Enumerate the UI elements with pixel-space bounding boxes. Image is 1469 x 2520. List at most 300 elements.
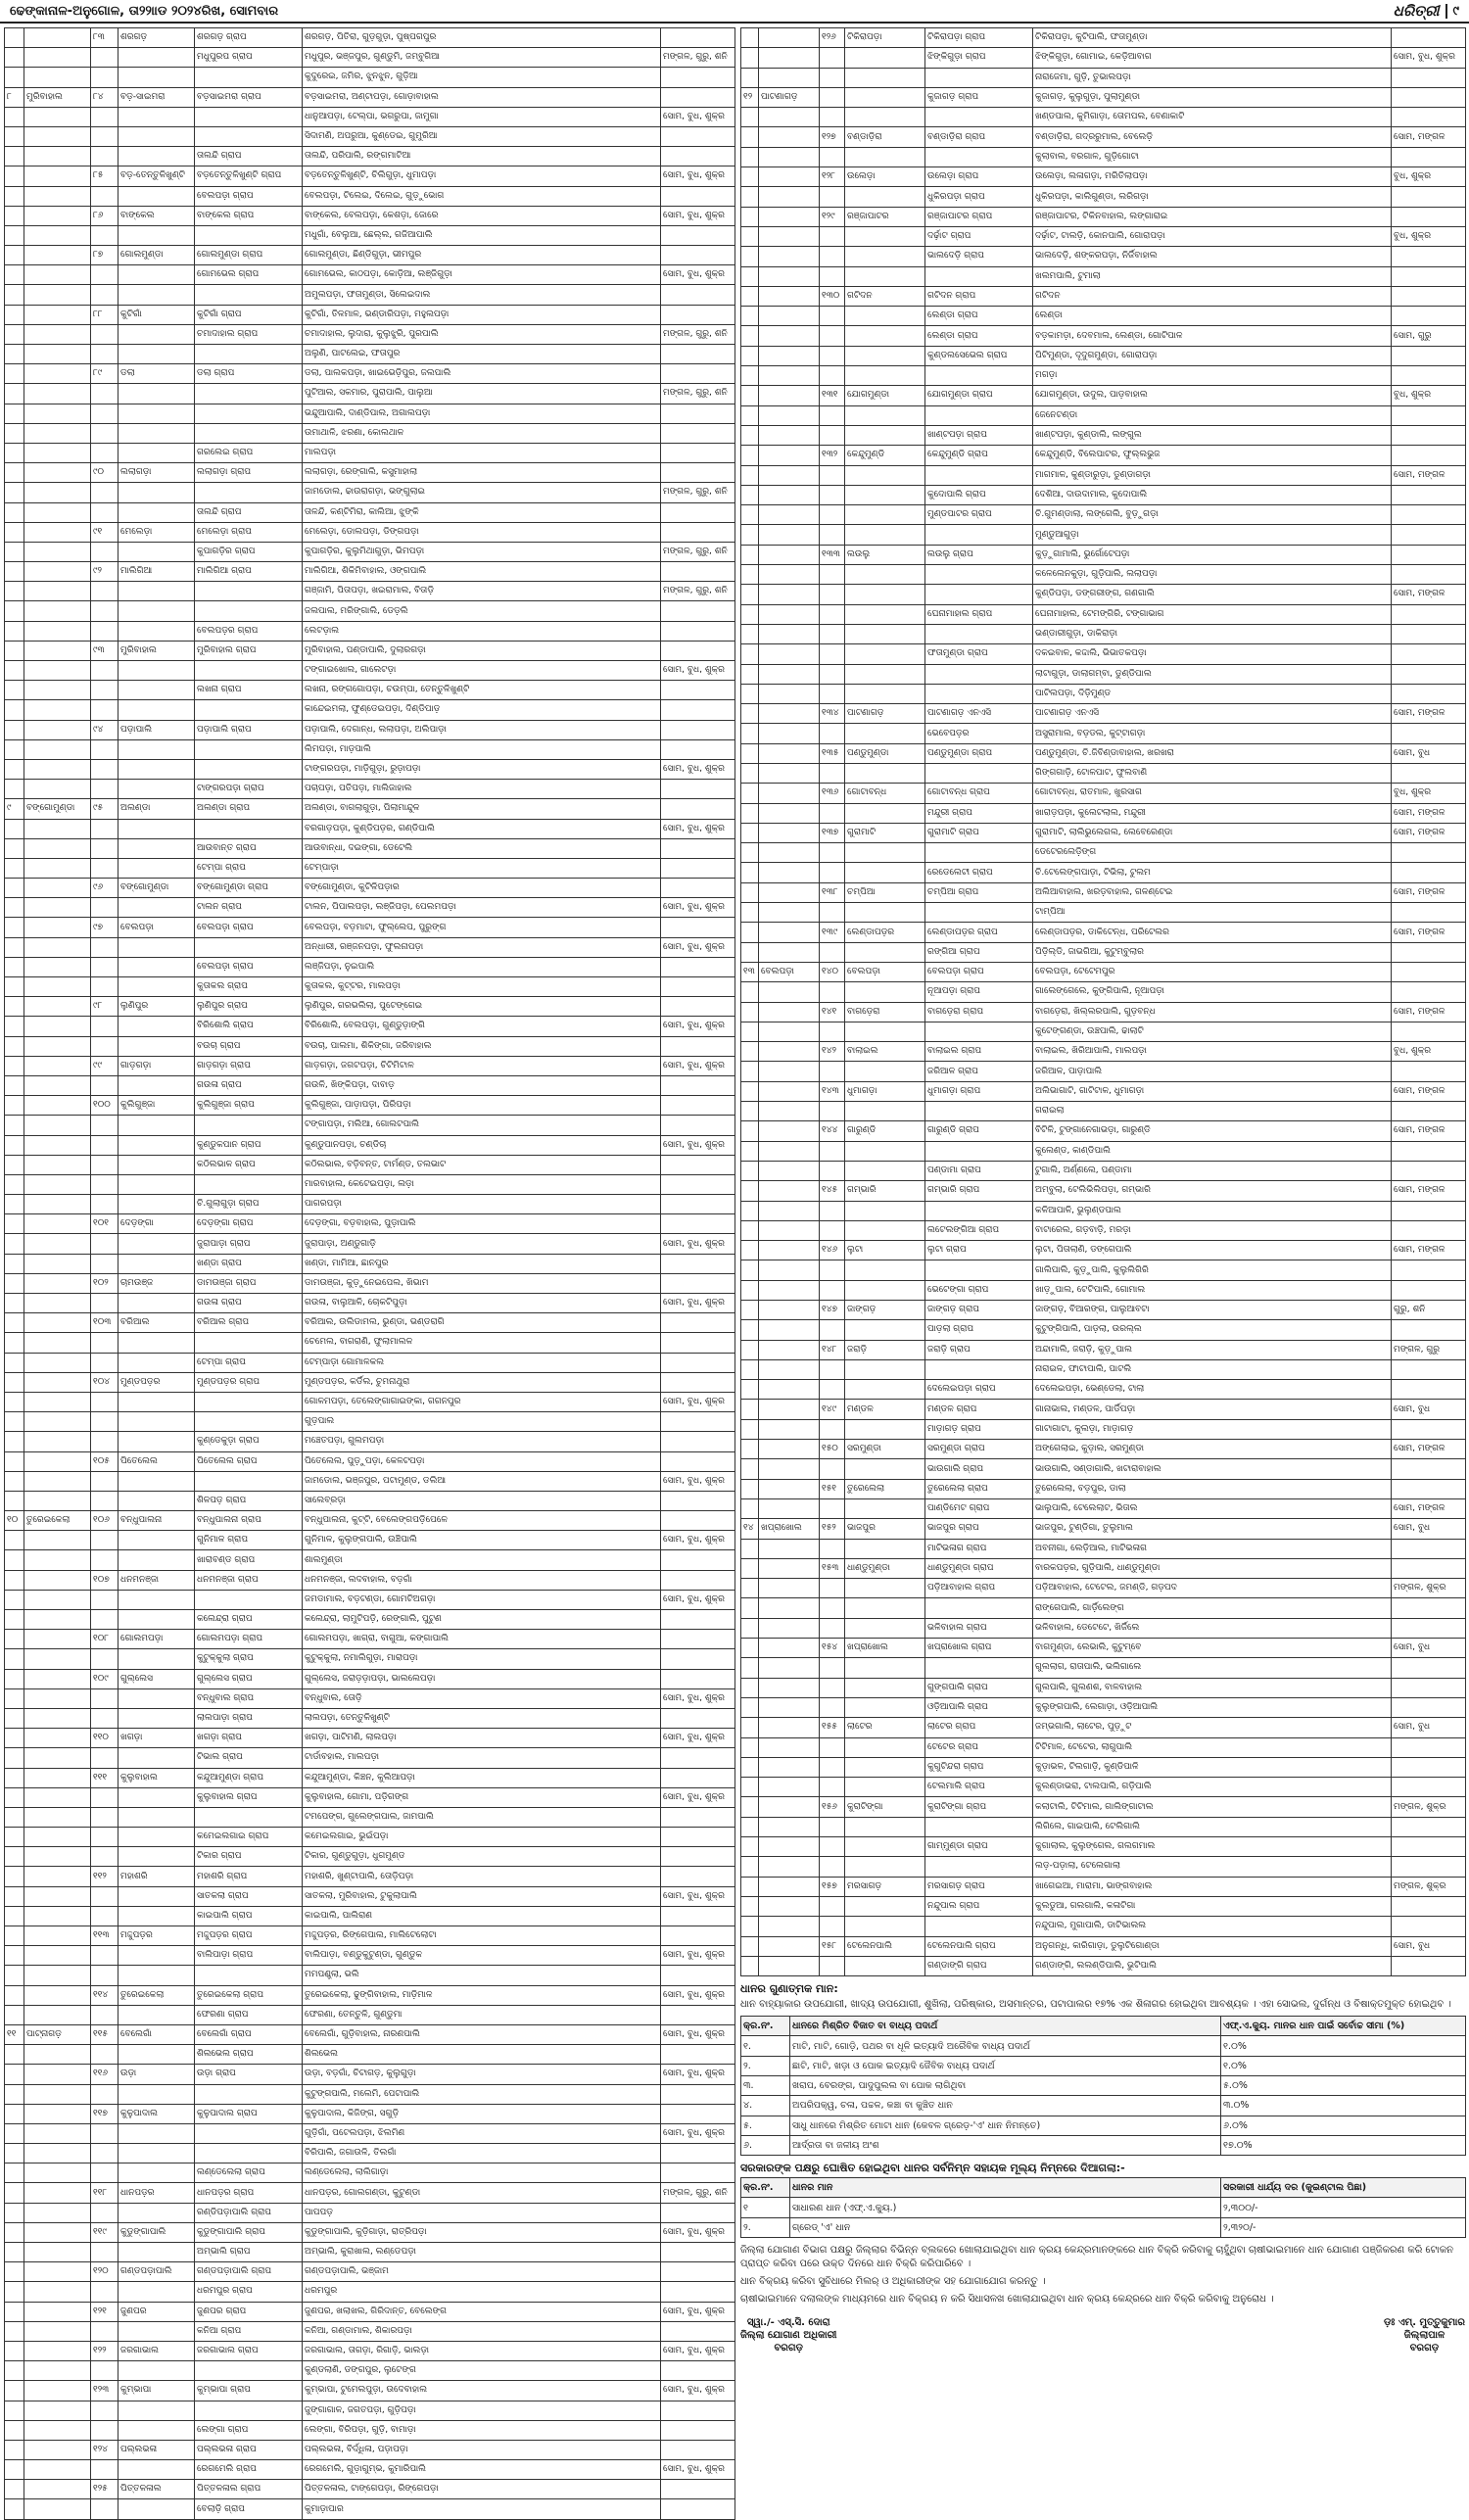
table-row xyxy=(5,2440,735,2459)
purchase-days-cell xyxy=(1392,266,1466,286)
villages-cell: ଦକଇବାଳ, କଦ୍ଦାଲି, ଭିଭାତକପଡ଼ା xyxy=(1033,644,1392,664)
serial-cell: ୫. xyxy=(741,2116,790,2135)
gp-name-cell: କୁଟିଗାଁ ଗ୍ରାପ xyxy=(195,305,303,324)
block-serial-cell: ୯ xyxy=(5,799,24,819)
center-name-cell xyxy=(118,384,195,404)
villages-cell: ଗଟିଦନ xyxy=(1033,286,1392,306)
center-serial-cell xyxy=(91,2005,118,2024)
purchase-days-cell xyxy=(661,1828,735,1847)
villages-cell: ଧୁକିରପଡ଼ା, କାଲିଗୁଣ୍ଡା, ଲରିଗଡ଼ା xyxy=(1033,187,1392,207)
table-row xyxy=(5,1254,735,1273)
block-serial-cell xyxy=(741,743,759,763)
villages-cell: ଜୁରାପାଡ଼ା, ଅଣ୍ଡୁଗାଡ଼ି xyxy=(303,1234,661,1254)
block-serial-cell xyxy=(5,1214,24,1234)
center-name-cell xyxy=(118,1174,195,1194)
block-serial-cell xyxy=(5,2045,24,2065)
center-name-cell xyxy=(845,68,925,87)
block-name-cell xyxy=(24,1372,91,1392)
purchase-days-cell xyxy=(661,2262,735,2282)
center-serial-cell xyxy=(820,1857,845,1877)
center-serial-cell: ୧୪୮ xyxy=(820,1340,845,1359)
table-row xyxy=(741,1121,1466,1141)
center-name-cell xyxy=(118,2401,195,2420)
center-serial-cell xyxy=(820,843,845,863)
purchase-days-cell xyxy=(661,780,735,799)
block-name-cell: ଖପ୍ରାଖୋଲ xyxy=(759,1519,820,1539)
center-serial-cell xyxy=(91,582,118,601)
table-row xyxy=(5,562,735,582)
block-name-cell xyxy=(24,522,91,542)
gp-name-cell: ପଡ଼ାପାଲି ଗ୍ରାପ xyxy=(195,720,303,739)
table-row xyxy=(741,1280,1466,1300)
center-name-cell: ପିତେଲେଲ xyxy=(118,1451,195,1471)
gp-name-cell: ଗୁଙ୍ଗପାଲି ଗ୍ରାପ xyxy=(925,1678,1033,1697)
block-name-cell xyxy=(759,1797,820,1817)
center-serial-cell xyxy=(91,1966,118,1985)
center-serial-cell: ୧୨୪ xyxy=(91,2440,118,2459)
center-name-cell: ବଣ୍ଡାଡ଼ିରା xyxy=(845,127,925,147)
center-name-cell xyxy=(118,1017,195,1036)
table-row xyxy=(5,443,735,462)
purchase-days-cell xyxy=(661,1906,735,1926)
center-name-cell xyxy=(845,266,925,286)
villages-cell: ଭଳିବାହାଲ, ଡେଟେଟେ, ଖିର୍ଜିଲେ xyxy=(1033,1618,1392,1638)
table-row xyxy=(5,2361,735,2381)
center-serial-cell: ୧୪୯ xyxy=(820,1400,845,1419)
table-row xyxy=(741,2075,1466,2095)
villages-cell: ଗୁଡ଼ପାଲ xyxy=(303,1412,661,1432)
purchase-days-cell xyxy=(1392,1778,1466,1797)
center-serial-cell: ୯୬ xyxy=(91,879,118,898)
center-name-cell xyxy=(118,2361,195,2381)
block-serial-cell xyxy=(741,784,759,803)
center-name-cell xyxy=(118,1906,195,1926)
villages-cell: କୁଟେଙ୍ଗଣ୍ଡା, ଉଞ୍ଚପାଲି, ଢାଲାଟି xyxy=(1033,1022,1392,1041)
purchase-days-cell: ସୋମ, ମଙ୍ଗଳ xyxy=(1392,803,1466,823)
block-serial-cell xyxy=(5,2203,24,2222)
block-serial-cell xyxy=(741,446,759,465)
center-name-cell xyxy=(118,1828,195,1847)
villages-cell: ଖାଡ଼ୁପାଲ, ଟେଟିପାଲି, ଗୋମାଲ xyxy=(1033,1280,1392,1300)
center-name-cell: ସରମୁଣ୍ଡା xyxy=(845,1440,925,1459)
gp-name-cell: ବେଲପଡ଼ର ଗ୍ରାପ xyxy=(195,621,303,641)
block-serial-cell: ୧୧ xyxy=(5,2024,24,2044)
center-serial-cell xyxy=(91,324,118,344)
center-serial-cell xyxy=(91,483,118,502)
center-serial-cell: ୧୩୪ xyxy=(820,704,845,724)
table-row xyxy=(741,1340,1466,1359)
gp-name-cell: ଭଳିବାହାଲ ଗ୍ରାପ xyxy=(925,1618,1033,1638)
block-name-cell xyxy=(24,937,91,957)
purchase-days-cell xyxy=(1392,366,1466,386)
center-name-cell: ଟେଲେନପାଲି xyxy=(845,1936,925,1956)
block-serial-cell xyxy=(5,700,24,720)
center-serial-cell: ୧୨୨ xyxy=(91,2341,118,2360)
table-row xyxy=(5,2144,735,2163)
block-name-cell xyxy=(24,2480,91,2499)
center-name-cell xyxy=(118,483,195,502)
purchase-days-cell xyxy=(661,1649,735,1669)
gp-name-cell: ଗଉଳା ଗ୍ରାପ xyxy=(195,1294,303,1313)
block-name-cell xyxy=(24,1787,91,1807)
block-name-cell xyxy=(24,838,91,858)
purchase-days-cell xyxy=(661,1116,735,1135)
purchase-days-cell xyxy=(1392,505,1466,525)
gp-name-cell xyxy=(195,285,303,305)
block-name-cell xyxy=(759,68,820,87)
block-serial-cell xyxy=(741,1081,759,1101)
purchase-days-cell xyxy=(1392,565,1466,585)
block-name-cell xyxy=(759,1618,820,1638)
block-name-cell xyxy=(24,1313,91,1333)
villages-cell: ଯୋଗମୁଣ୍ଡା, ଉଦୁଲ, ପାଡ଼ବାହାଲ xyxy=(1033,386,1392,405)
signature-right xyxy=(1384,2316,1465,2354)
block-serial-cell xyxy=(741,1678,759,1697)
center-serial-cell xyxy=(820,1956,845,1975)
block-name-cell xyxy=(24,2203,91,2222)
purchase-days-cell xyxy=(661,1075,735,1095)
gp-name-cell: ଟେଟେର ଗ୍ରାପ xyxy=(925,1737,1033,1757)
msp-table xyxy=(740,2177,1466,2238)
block-serial-cell xyxy=(741,68,759,87)
block-name-cell xyxy=(24,2262,91,2282)
block-name-cell xyxy=(759,485,820,504)
block-serial-cell xyxy=(741,1877,759,1896)
villages-cell: କଲାଟାଲି, ଟିଟିମାଲ, ଗାଲିଙ୍ଗାଟାଲ xyxy=(1033,1797,1392,1817)
center-serial-cell xyxy=(91,1294,118,1313)
table-row xyxy=(741,286,1466,306)
block-serial-cell xyxy=(5,1273,24,1293)
villages-cell: ଅମ୍ବୁଲା, ଟେଲିଭିଲିପଡ଼ା, ଗମ୍ଭାରି xyxy=(1033,1181,1392,1201)
villages-cell: ଅନ୍ଦାମାଲି, ଜରାଡ଼ି, କୁଡ଼ୁପାଲ xyxy=(1033,1340,1392,1359)
center-name-cell: ପାଟଣାଗଡ଼ xyxy=(845,704,925,724)
center-name-cell: ମଦ୍ଦୁପଡ଼ର xyxy=(118,1926,195,1946)
purchase-days-cell: ବୁଧ, ଶୁକ୍ର xyxy=(1392,226,1466,246)
table-row xyxy=(741,704,1466,724)
center-name-cell xyxy=(118,1234,195,1254)
center-name-cell xyxy=(845,1320,925,1340)
purchase-days-cell xyxy=(661,2163,735,2183)
center-serial-cell xyxy=(91,661,118,681)
center-name-cell xyxy=(118,1531,195,1550)
center-name-cell xyxy=(845,1778,925,1797)
table-row xyxy=(5,1116,735,1135)
block-serial-cell xyxy=(5,1254,24,1273)
purchase-days-cell xyxy=(661,1669,735,1688)
block-serial-cell xyxy=(5,285,24,305)
villages-cell: ରଞ୍ଜାପାଟର, ଟିକିନବାହାଲ, ଲଙ୍ଗାରାଇ xyxy=(1033,207,1392,226)
block-serial-cell xyxy=(5,2262,24,2282)
center-serial-cell xyxy=(820,505,845,525)
center-serial-cell xyxy=(820,1917,845,1936)
center-name-cell xyxy=(118,1491,195,1510)
center-serial-cell xyxy=(820,1201,845,1220)
villages-cell: କୁତାକଲ, କୁଟ୍ଟର, ମାଲପଡ଼ା xyxy=(303,977,661,997)
purchase-days-cell xyxy=(1392,1022,1466,1041)
purchase-days-cell: ସୋମ, ବୁଧ, ଶୁକ୍ର xyxy=(661,2222,735,2242)
villages-cell: ମୁରିବାହାଲ, ପଣ୍ଡାପାଲି, ଦୁଲାରଗଡ଼ା xyxy=(303,641,661,660)
purchase-days-cell xyxy=(1392,1737,1466,1757)
purchase-days-cell xyxy=(661,285,735,305)
villages-cell: କୁଲୁବାହାଲ, ଗୋମା, ପଡ଼ିଗଙ୍ଗ xyxy=(303,1787,661,1807)
block-serial-cell xyxy=(5,246,24,265)
center-name-cell: ଗୋଲମୁଣ୍ଡା xyxy=(118,246,195,265)
villages-cell: ଲୁଣିପୁର, ଗରଭଲିଲା, ପୁଟେଙ୍ଗେଇ xyxy=(303,997,661,1017)
table-header-row xyxy=(741,2017,1466,2036)
block-name-cell xyxy=(759,644,820,664)
purchase-days-cell xyxy=(1392,247,1466,266)
block-name-cell xyxy=(24,1688,91,1708)
table-row xyxy=(5,2123,735,2143)
center-name-cell: ଦେଡ଼ଙ୍ଗା xyxy=(118,1214,195,1234)
villages-cell: ଲାଟାଗୁଡ଼ା, ଡାଲାଗମ୍ବା, ଡୁଣ୍ଡିପାଲ xyxy=(1033,664,1392,684)
villages-cell: ଭାଲଦେଡ଼ି, ଶଙ୍କରପଡ଼ା, ନିର୍ଜିବାହାଲ xyxy=(1033,247,1392,266)
villages-cell: ଗାଡ଼ଗଡ଼ା, ଜଗଟପଡ଼ା, ଚିଟିମିଟାଳ xyxy=(303,1056,661,1075)
block-serial-cell xyxy=(5,2282,24,2302)
center-name-cell xyxy=(118,582,195,601)
table-row xyxy=(5,463,735,483)
block-name-cell xyxy=(759,425,820,445)
table-row xyxy=(741,1718,1466,1737)
block-serial-cell xyxy=(5,1729,24,1748)
center-name-cell xyxy=(845,1161,925,1180)
center-serial-cell xyxy=(820,1817,845,1836)
block-name-cell xyxy=(759,1936,820,1956)
block-serial-cell xyxy=(5,2104,24,2123)
block-serial-cell xyxy=(5,1392,24,1411)
purchase-days-cell xyxy=(1392,346,1466,365)
purchase-days-cell xyxy=(1392,1539,1466,1558)
gp-name-cell xyxy=(195,126,303,146)
block-name-cell xyxy=(24,1451,91,1471)
gp-name-cell: ଭାଲଦେଡ଼ି ଗ୍ରାପ xyxy=(925,247,1033,266)
block-serial-cell xyxy=(741,1579,759,1598)
block-name-cell xyxy=(24,1649,91,1669)
villages-cell: ଉଲେଡ଼ା, ଲଳାଗଡ଼ା, ମରିତିଲାପଡ଼ା xyxy=(1033,167,1392,187)
description-cell: ସାଧୁ ଧାନରେ ମିଶ୍ରିତ ମୋଟା ଧାନ (କେବଳ ଗ୍ରେଡ଼-'ଏ' ଧାନ ନିମନ୍ତେ) xyxy=(790,2116,1221,2135)
center-serial-cell xyxy=(91,345,118,364)
block-serial-cell xyxy=(741,1419,759,1439)
serial-cell: ୩. xyxy=(741,2075,790,2095)
block-serial-cell xyxy=(5,2341,24,2360)
notice-paragraph: ଧାନ ବିକ୍ରୟ କରିବା ସୁବିଧାରେ ମିଲର୍ ଓ ଅଧିକାରୀଙ୍କ ସହ ଯୋଗାଯୋଗ କରନ୍ତୁ । xyxy=(740,2276,1046,2288)
block-name-cell xyxy=(24,384,91,404)
table-row xyxy=(5,265,735,285)
table-row xyxy=(5,1294,735,1313)
villages-cell: ଜରଗାଭାଲ, ତାଗଡ଼ା, ରିଗାଡ଼ି, ଭାଲଡ଼ା xyxy=(303,2341,661,2360)
center-name-cell xyxy=(118,68,195,87)
block-name-cell xyxy=(759,1718,820,1737)
purchase-days-cell xyxy=(1392,1280,1466,1300)
center-name-cell xyxy=(118,2282,195,2302)
value-cell: ୩.୦% xyxy=(1221,2096,1466,2116)
block-serial-cell xyxy=(741,803,759,823)
purchase-days-cell: ସୋମ, ବୁଧ, ଶୁକ୍ର xyxy=(661,2302,735,2321)
table-row xyxy=(741,1598,1466,1618)
villages-cell: ଭନ୍ଦୁଆପାଲି, ଦାଣ୍ଡିପାଲ, ଅଗାଲପଡ଼ା xyxy=(303,404,661,423)
table-row xyxy=(741,147,1466,166)
block-serial-cell xyxy=(5,364,24,384)
villages-cell: ମାଲପଡ଼ା xyxy=(303,443,661,462)
gp-name-cell: ଦର୍ଢ଼ାଟ ଗ୍ରାପ xyxy=(925,226,1033,246)
villages-cell: କମେଇଲଗାଇ, ଭୁଇଁପଡ଼ା xyxy=(303,1828,661,1847)
gp-name-cell: ଗୁନିମାଳ ଗ୍ରାପ xyxy=(195,1531,303,1550)
center-serial-cell xyxy=(91,1610,118,1630)
gp-name-cell: ରେଗମେଲି ଗ୍ରାପ xyxy=(195,2460,303,2480)
value-cell: ୧.୦% xyxy=(1221,2056,1466,2075)
purchase-days-cell: ସୋମ, ବୁଧ, ଶୁକ୍ର xyxy=(661,206,735,225)
purchase-days-cell: ସୋମ, ଗୁରୁ xyxy=(1392,326,1466,346)
block-name-cell xyxy=(24,1096,91,1116)
block-name-cell xyxy=(24,1926,91,1946)
center-serial-cell xyxy=(820,1539,845,1558)
notice-paragraph: ଚାଷୀଭାଇମାନେ ଦଲାଲଙ୍କ ମାଧ୍ୟମରେ ଧାନ ବିକ୍ରୟ ନ କରି ସିଧାସଳଖ ଖୋଲାଯାଇଥିବା ଧାନ କ୍ରୟ କେନ୍ଦ୍ରରେ ଧାନ ବିକ୍ରି କରିବାକୁ ଅନୁରୋଧ । xyxy=(740,2294,1274,2306)
gp-name-cell: ଧନମନଞ୍ଜା ଗ୍ରାପ xyxy=(195,1570,303,1590)
table-row xyxy=(5,1610,735,1630)
center-name-cell: ଧୁମାଗଡ଼ା xyxy=(845,1081,925,1101)
center-serial-cell: ୯୧ xyxy=(91,522,118,542)
table-row xyxy=(5,305,735,324)
right-column xyxy=(740,27,1465,2354)
table-row xyxy=(5,1807,735,1827)
table-row xyxy=(741,2135,1466,2155)
center-serial-cell: ୯୭ xyxy=(91,918,118,937)
block-name-cell xyxy=(759,1220,820,1240)
purchase-days-cell xyxy=(661,977,735,997)
table-row xyxy=(741,644,1466,664)
villages-cell: ପଲ୍ଲଭଳା, ବିର୍ଦ୍ଧିଳା, ପଡ଼ାପଡ଼ା xyxy=(303,2440,661,2459)
center-serial-cell xyxy=(91,2084,118,2104)
center-name-cell xyxy=(118,107,195,126)
gp-name-cell: ରଣ୍ଡିପଡ଼ାପାଲି ଗ୍ରାପ xyxy=(195,2203,303,2222)
block-serial-cell xyxy=(5,1075,24,1095)
block-name-cell xyxy=(759,1877,820,1896)
gp-name-cell: ପାଟଣାଗଡ଼ ଏନଏସି xyxy=(925,704,1033,724)
center-serial-cell xyxy=(91,621,118,641)
block-serial-cell xyxy=(741,1618,759,1638)
center-serial-cell: ୮୪ xyxy=(91,87,118,107)
table-row xyxy=(5,2045,735,2065)
center-name-cell: ମଣ୍ଡଳ xyxy=(845,1400,925,1419)
center-name-cell xyxy=(118,1412,195,1432)
gp-name-cell xyxy=(195,601,303,621)
purchase-days-cell: ସୋମ, ବୁଧ, ଶୁକ୍ର xyxy=(661,2065,735,2084)
center-serial-cell: ୧୩୯ xyxy=(820,923,845,942)
gp-name-cell: ରଞ୍ଜାପାଟର ଗ୍ରାପ xyxy=(925,207,1033,226)
villages-cell: ଲିଗିଲେ, ଗାଇପାଲି, ଟେଲିଗାଲି xyxy=(1033,1817,1392,1836)
gp-name-cell xyxy=(195,1392,303,1411)
block-name-cell xyxy=(24,720,91,739)
block-name-cell xyxy=(24,2341,91,2360)
center-name-cell xyxy=(845,1579,925,1598)
gp-name-cell: ପାଣ୍ଡିମେଟ ଗ୍ରାପ xyxy=(925,1498,1033,1518)
purchase-days-cell: ସୋମ, ବୁଧ, ଶୁକ୍ର xyxy=(661,1729,735,1748)
purchase-days-cell xyxy=(1392,962,1466,981)
gp-name-cell: ଗାଡ଼ଗଡ଼ା ଗ୍ରାପ xyxy=(195,1056,303,1075)
center-serial-cell: ୧୦୦ xyxy=(91,1096,118,1116)
villages-cell: ପଣ୍ଡୁମୁଣ୍ଡା, ଚି.ଜିବିଣ୍ଡାବାହାଲ, ଖରଖରା xyxy=(1033,743,1392,763)
center-name-cell xyxy=(118,2420,195,2440)
table-row xyxy=(741,843,1466,863)
block-serial-cell xyxy=(741,1340,759,1359)
block-name-cell xyxy=(759,1778,820,1797)
block-serial-cell xyxy=(5,2243,24,2262)
block-name-cell xyxy=(759,724,820,743)
center-serial-cell: ୧୫୪ xyxy=(820,1639,845,1658)
purchase-days-cell xyxy=(1392,1917,1466,1936)
villages-cell: ଜାମଡୋଲ, ଭଞ୍ଜପୁର, ପଟାମୁଣ୍ଡ, ଡଲିଆ xyxy=(303,1471,661,1491)
purchase-days-cell xyxy=(661,1096,735,1116)
villages-cell: ଗୁଲ୍ଲେସ, ଜରାଡ଼ଡ଼ାପଡ଼ା, ଭାଲଲେପଡ଼ା xyxy=(303,1669,661,1688)
gp-name-cell: ଅମ୍ଭାଲି ଗ୍ରାପ xyxy=(195,2243,303,2262)
center-serial-cell xyxy=(820,147,845,166)
gp-name-cell: ଗଟିଦନ ଗ୍ରାପ xyxy=(925,286,1033,306)
center-serial-cell xyxy=(820,585,845,604)
block-serial-cell xyxy=(741,1598,759,1618)
purchase-days-cell xyxy=(1392,724,1466,743)
serial-cell: ୪. xyxy=(741,2096,790,2116)
table-row xyxy=(5,28,735,48)
table-row xyxy=(741,68,1466,87)
center-serial-cell xyxy=(820,366,845,386)
block-serial-cell xyxy=(5,720,24,739)
gp-name-cell: ବଡ଼ସାଇମରା ଗ୍ରାପ xyxy=(195,87,303,107)
center-serial-cell: ୧୪୦ xyxy=(820,962,845,981)
center-name-cell xyxy=(845,1062,925,1081)
block-serial-cell xyxy=(5,305,24,324)
table-row xyxy=(5,1630,735,1649)
center-name-cell xyxy=(845,247,925,266)
notice-paragraph: ଜିଲ୍ଲା ଯୋଗାଣ ବିଭାଗ ପକ୍ଷରୁ ଜିଲ୍ଲାର ବିଭିନ୍ନ ବ୍ଲକରେ ଖୋଲାଯାଇଥିବା ଧାନ କ୍ରୟ କେନ୍ଦ୍ରମାନଙ୍କରେ ଧାନ ବିକ୍ରି କରିବାକୁ ଚାହୁଁଥିବା ଚାଷୀଭାଇମାନେ ଧାନ ଯୋଗାଣ ପଞ୍ଜିକରଣ କରି ଟୋକନ ପ୍ରାପ୍ତ କରିବା ପରେ ଉକ୍ତ ଦିନରେ ଧାନ ବିକ୍ରି କରିପାରିବେ । xyxy=(740,2245,1453,2270)
table-row xyxy=(5,838,735,858)
center-serial-cell: ୧୫୧ xyxy=(820,1479,845,1498)
center-serial-cell xyxy=(91,186,118,206)
purchase-days-cell: ମଙ୍ଗଳ, ଶୁକ୍ର xyxy=(1392,1797,1466,1817)
block-serial-cell xyxy=(741,1141,759,1161)
table-row xyxy=(741,1042,1466,1062)
gp-name-cell xyxy=(925,366,1033,386)
villages-cell: ଟିକାର, ଗୁଣ୍ଡୁଗୁଡ଼ା, ଧୁଗମୁଣ୍ଡ xyxy=(303,1847,661,1867)
table-row xyxy=(741,1936,1466,1956)
center-name-cell: ଧନମନଞ୍ଜା xyxy=(118,1570,195,1590)
block-serial-cell xyxy=(5,1412,24,1432)
block-serial-cell xyxy=(741,1062,759,1081)
villages-cell: ଧାନପଡ଼ର, ଗୋଲଗଣ୍ଡା, କୁଟୁଣ୍ଡା xyxy=(303,2183,661,2203)
msp-section xyxy=(740,2162,1465,2238)
purchase-days-cell xyxy=(661,2282,735,2302)
purchase-days-cell xyxy=(1392,1479,1466,1498)
center-serial-cell xyxy=(91,2420,118,2440)
block-name-cell xyxy=(759,366,820,386)
villages-cell: ଟମପେଙ୍ଗ, ଗୁଲେଙ୍ଗପାଲ, ଜାମପାଲି xyxy=(303,1807,661,1827)
purchase-days-cell xyxy=(1392,446,1466,465)
block-serial-cell xyxy=(5,1056,24,1075)
center-serial-cell xyxy=(820,425,845,445)
block-serial-cell xyxy=(741,684,759,703)
table-row xyxy=(741,405,1466,425)
gp-name-cell: କାଇପାଲି ଗ୍ରାପ xyxy=(195,1906,303,1926)
villages-cell: କୁଲିଗୁଞ୍ଜା, ପାଡ଼ାପଡ଼ା, ପିରିପଡ଼ା xyxy=(303,1096,661,1116)
villages-cell: ଲେଟଡ଼ାଲ xyxy=(303,621,661,641)
block-serial-cell xyxy=(5,2302,24,2321)
block-name-cell xyxy=(759,1081,820,1101)
center-serial-cell: ୧୨୦ xyxy=(91,2262,118,2282)
purchase-days-cell: ସୋମ, ବୁଧ, ଶୁକ୍ର xyxy=(661,1056,735,1075)
purchase-days-cell xyxy=(661,1610,735,1630)
purchase-days-cell xyxy=(661,601,735,621)
gp-name-cell: କୁଟୁକ୍କୁଲା ଗ୍ରାପ xyxy=(195,1649,303,1669)
block-name-cell xyxy=(24,186,91,206)
